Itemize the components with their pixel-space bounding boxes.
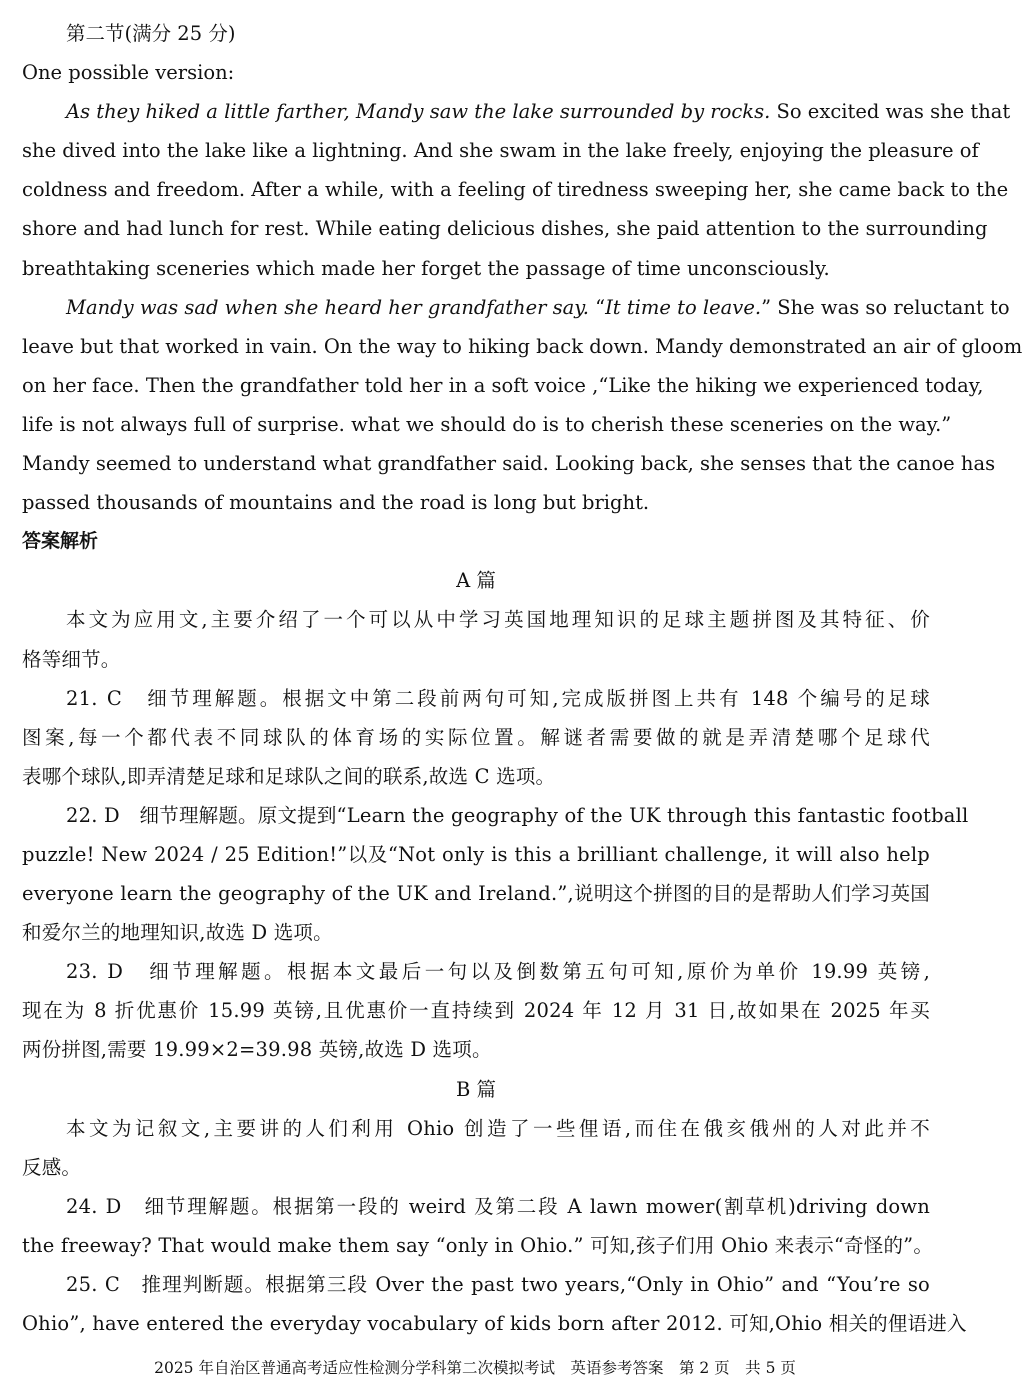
passage-b-summary-line: 反感。 [22,1155,82,1179]
q22-line: 22. D 细节理解题。原文提到“Learn the geography of the UK through this fantastic football [66,803,969,827]
q21-line: 表哪个球队,即弄清楚足球和足球队之间的联系,故选 C 选项。 [22,764,556,788]
q23-line: 23. D 细节理解题。根据本文最后一句以及倒数第五句可知,原价为单价 19.99 英镑, [66,960,930,984]
essay-p1-line-1-rest: So excited was she that [770,100,1011,124]
section-title: 第二节(满分 25 分) [66,22,236,45]
passage-a-summary-line: 本文为应用文,主要介绍了一个可以从中学习英国地理知识的足球主题拼图及其特征、价 [66,608,930,632]
q22-line: everyone learn the geography of the UK and Ireland.”,说明这个拼图的目的是帮助人们学习英国 [22,882,930,906]
q24-line: the freeway? That would make them say “only in Ohio.” 可知,孩子们用 Ohio 来表示“奇怪的”。 [22,1233,934,1257]
q21-line: 21. C 细节理解题。根据文中第二段前两句可知,完成版拼图上共有 148 个编号的足球 [66,686,930,710]
passage-b-summary-line: 本文为记叙文,主要讲的人们利用 Ohio 创造了一些俚语,而住在俄亥俄州的人对此并不 [66,1116,930,1140]
q21-line: 图案,每一个都代表不同球队的体育场的实际位置。解谜者需要做的就是弄清楚哪个足球代 [22,725,930,749]
essay-p1-line: she dived into the lake like a lightning. And she swam in the lake freely, enjoying the pleasure of [22,139,979,163]
q22-line: 和爱尔兰的地理知识,故选 D 选项。 [22,921,333,945]
essay-p1-line-1 [22,92,1011,131]
essay-p1-given-sentence: As they hiked a little farther, Mandy saw the lake surrounded by rocks. [66,100,771,124]
answer-page [22,14,1022,1343]
q23-line: 两份拼图,需要 19.99×2=39.98 英镑,故选 D 选项。 [22,1038,492,1062]
q25-line: Ohio”, have entered the everyday vocabulary of kids born after 2012. 可知,Ohio 相关的俚语进入 [22,1312,967,1336]
essay-p2-line: leave but that worked in vain. On the way to hiking back down. Mandy demonstrated an air of gloom [22,334,1022,358]
page-footer: 2025 年自治区普通高考适应性检测分学科第二次模拟考试 英语参考答案 第 2 页 共 5 页 [154,1359,796,1377]
essay-p2-line: life is not always full of surprise. what we should do is to cherish these sceneries on the way.” [22,412,952,436]
essay-p2-quote: It time to leave. [605,295,762,319]
essay-p1-line: breathtaking sceneries which made her forget the passage of time unconsciously. [22,256,830,280]
essay-p2-quote-open: “ [588,295,606,319]
analysis-heading: 答案解析 [22,530,99,553]
q25-line: 25. C 推理判断题。根据第三段 Over the past two years,“Only in Ohio” and “You’re so [66,1273,930,1296]
essay-p2-given-sentence: Mandy was sad when she heard her grandfather say. [66,295,589,319]
version-label: One possible version: [22,61,235,85]
essay-p1-line: shore and had lunch for rest. While eating delicious dishes, she paid attention to the surrounding [22,217,988,241]
passage-a-title: A 篇 [456,569,496,593]
essay-p2-line: Mandy seemed to understand what grandfather said. Looking back, she senses that the canoe has [22,452,996,476]
essay-p2-line-1 [22,288,1010,327]
essay-p2-line: on her face. Then the grandfather told her in a soft voice ,“Like the hiking we experienced today, [22,373,984,397]
q22-line: puzzle! New 2024 / 25 Edition!”以及“Not only is this a brilliant challenge, it will also help [22,842,930,866]
essay-p2-line: passed thousands of mountains and the road is long but bright. [22,491,650,515]
q24-line: 24. D 细节理解题。根据第一段的 weird 及第二段 A lawn mower(割草机)driving down [66,1194,930,1218]
passage-a-summary-line: 格等细节。 [22,647,121,671]
essay-p1-line: coldness and freedom. After a while, with a feeling of tiredness sweeping her, she came back to the [22,178,1009,202]
essay-p2-line-1-rest: ” She was so reluctant to [761,295,1010,319]
q23-line: 现在为 8 折优惠价 15.99 英镑,且优惠价一直持续到 2024 年 12 月 31 日,故如果在 2025 年买 [22,999,930,1023]
passage-b-title: B 篇 [455,1077,497,1101]
